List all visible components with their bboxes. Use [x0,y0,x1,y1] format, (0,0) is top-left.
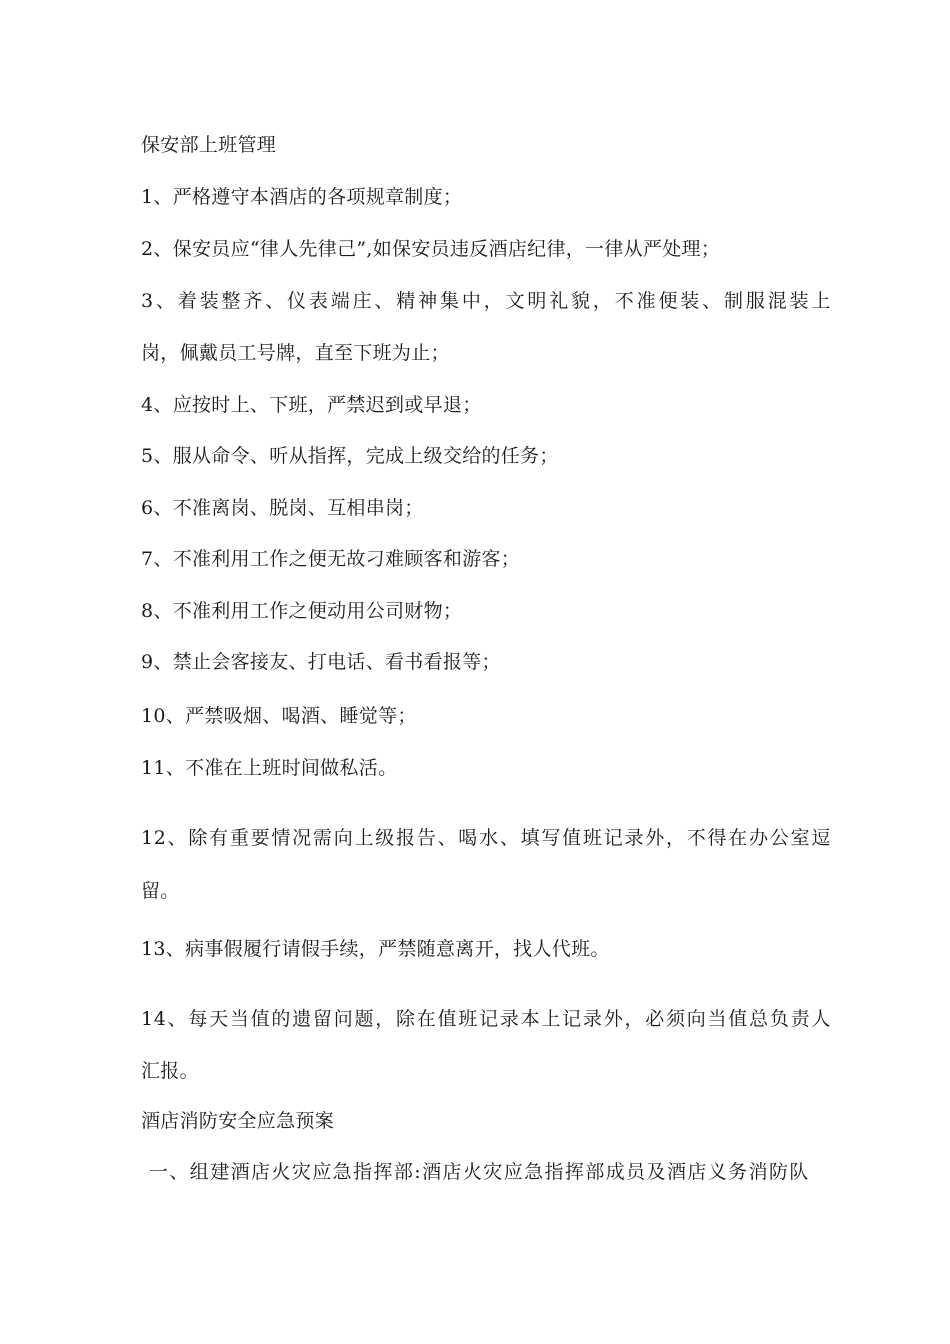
rule-line: 5、服从命令、听从指挥，完成上级交给的任务； [141,445,559,467]
rule-line: 7、不准利用工作之便无故刁难顾客和游客； [141,548,521,570]
rule-line: 13、病事假履行请假手续，严禁随意离开，找人代班。 [141,938,610,960]
rule-line-continued: 岗，佩戴员工号牌，直至下班为止； [141,342,450,364]
rule-line: 6、不准离岗、脱岗、互相串岗； [141,497,424,519]
rule-line-continued: 留。 [141,880,180,902]
rule-line: 9、禁止会客接友、打电话、看书看报等； [141,651,501,673]
rule-line: 11、不准在上班时间做私活。 [141,757,398,779]
section-title-security: 保安部上班管理 [141,134,277,156]
rule-line: 10、严禁吸烟、喝酒、睡觉等； [141,705,417,727]
rule-line: 2、保安员应“律人先律己”,如保安员违反酒店纪律，一律从严处理； [141,238,721,260]
fire-plan-paragraph: 一、组建酒店火灾应急指挥部:酒店火灾应急指挥部成员及酒店义务消防队 [149,1161,809,1183]
rule-line: 4、应按时上、下班，严禁迟到或早退； [141,394,482,416]
rule-line-continued: 汇报。 [141,1060,199,1082]
rule-line: 3、着装整齐、仪表端庄、精神集中，文明礼貌，不准便装、制服混装上 [141,290,831,312]
rule-line: 12、除有重要情况需向上级报告、喝水、填写值班记录外，不得在办公室逗 [141,827,831,849]
rule-line: 8、不准利用工作之便动用公司财物； [141,600,463,622]
rule-line: 14、每天当值的遗留问题，除在值班记录本上记录外，必须向当值总负责人 [141,1008,831,1030]
rule-line: 1、严格遵守本酒店的各项规章制度； [141,186,463,208]
section-title-fire-plan: 酒店消防安全应急预案 [141,1110,335,1132]
